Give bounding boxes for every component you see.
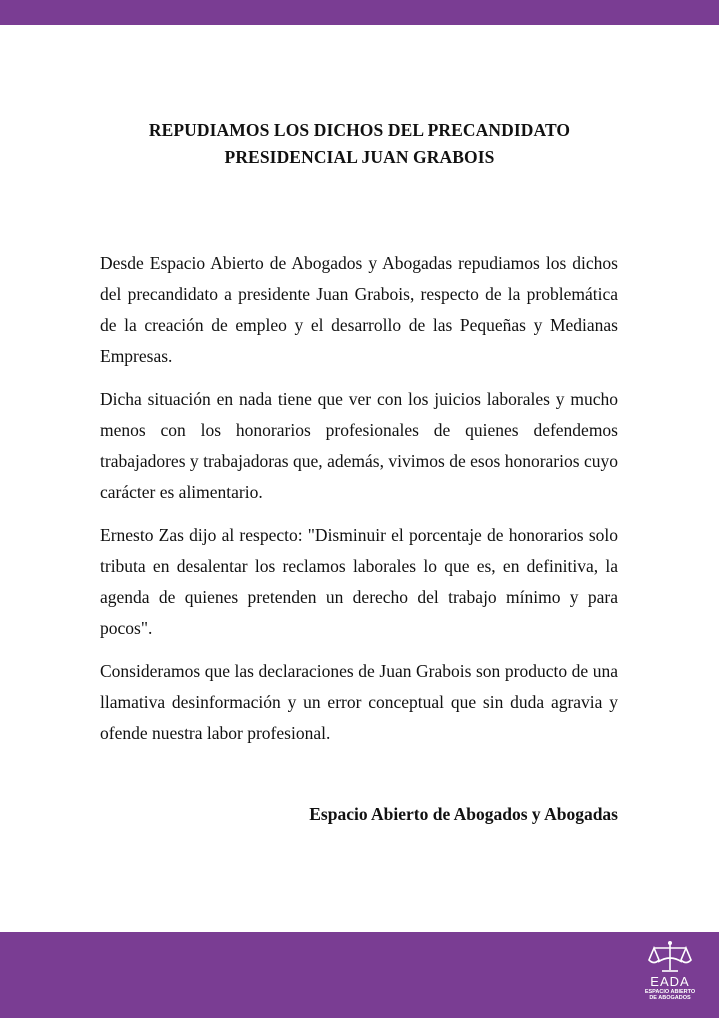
logo-subtitle-1: ESPACIO ABIERTO [644, 989, 696, 995]
logo-subtitle-2: DE ABOGADOS [649, 995, 691, 1001]
scales-of-justice-icon [648, 940, 692, 974]
title-line-1: REPUDIAMOS LOS DICHOS DEL PRECANDIDATO [148, 120, 571, 140]
logo-name: EADA [650, 974, 690, 989]
paragraph-4: Consideramos que las declaraciones de Juan Grabois son producto de una llamativa desinformación y un error conceptual que sin duda agravia y ofende nuestra labor profesional. [100, 661, 618, 743]
title-line-2: PRESIDENCIAL JUAN GRABOIS [224, 147, 495, 167]
paragraph-1: Desde Espacio Abierto de Abogados y Abogadas repudiamos los dichos del precandidato a presidente Juan Grabois, respecto de la problemática de la creación de empleo y el desarrollo de las Pequeñas y Medianas Empresas. [100, 253, 618, 366]
document-body [100, 248, 618, 761]
paragraph-3: Ernesto Zas dijo al respecto: "Disminuir el porcentaje de honorarios solo tributa en desalentar los reclamos laborales lo que es, en definitiva, la agenda de quienes pretenden un derecho del trabajo mínimo y para pocos". [100, 525, 618, 638]
signature: Espacio Abierto de Abogados y Abogadas [309, 804, 618, 824]
paragraph-2: Dicha situación en nada tiene que ver con los juicios laborales y mucho menos con los honorarios profesionales de quienes defendemos trabajadores y trabajadoras que, además, vivimos de esos honorarios cuyo carácter es alimentario. [100, 389, 618, 502]
bottom-purple-band [0, 932, 719, 1018]
top-purple-band [0, 0, 719, 25]
bottom-edge [0, 1018, 719, 1024]
eada-logo [632, 940, 708, 1016]
document-title [60, 117, 659, 171]
